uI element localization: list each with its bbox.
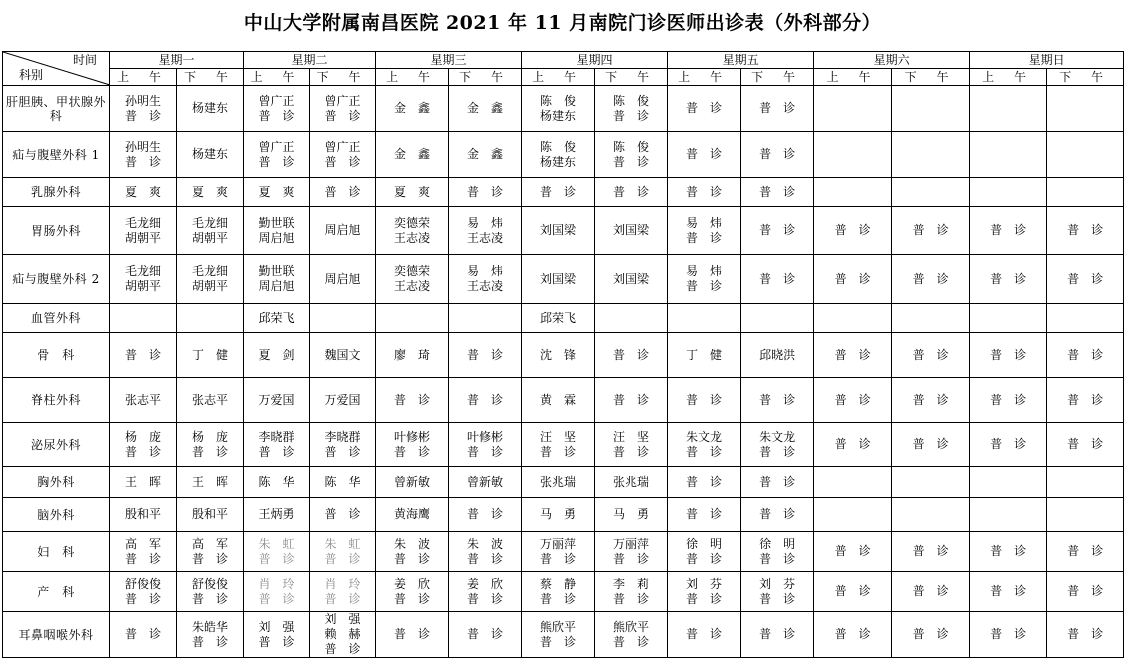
schedule-cell — [376, 304, 449, 333]
schedule-cell: 黄 霖 — [522, 378, 595, 423]
schedule-cell: 夏 爽 — [376, 178, 449, 207]
schedule-cell — [1047, 498, 1124, 532]
schedule-cell: 易 炜 王志凌 — [449, 255, 522, 304]
schedule-cell: 舒俊俊 普 诊 — [110, 572, 177, 612]
schedule-cell: 汪 坚 普 诊 — [522, 423, 595, 467]
department-name: 耳鼻咽喉外科 — [3, 612, 110, 658]
schedule-cell — [449, 304, 522, 333]
table-row — [3, 532, 1124, 572]
schedule-cell: 陈 华 — [244, 467, 310, 498]
schedule-cell: 普 诊 — [595, 378, 668, 423]
schedule-cell: 普 诊 — [1047, 207, 1124, 255]
schedule-cell: 夏 剑 — [244, 333, 310, 378]
schedule-cell: 毛龙细 胡朝平 — [177, 255, 244, 304]
schedule-cell: 周启旭 — [310, 255, 376, 304]
schedule-cell: 普 诊 — [449, 498, 522, 532]
schedule-cell: 夏 爽 — [177, 178, 244, 207]
schedule-cell — [814, 304, 892, 333]
schedule-cell: 沈 锋 — [522, 333, 595, 378]
schedule-cell: 李晓群 普 诊 — [310, 423, 376, 467]
schedule-cell: 普 诊 — [970, 255, 1047, 304]
table-row — [3, 498, 1124, 532]
schedule-cell: 普 诊 — [970, 612, 1047, 658]
schedule-cell: 曾广正 普 诊 — [310, 86, 376, 132]
schedule-cell: 黄海鹰 — [376, 498, 449, 532]
schedule-cell: 肖 玲 普 诊 — [310, 572, 376, 612]
am-header: 上 午 — [522, 69, 595, 86]
table-row — [3, 255, 1124, 304]
table-row — [3, 333, 1124, 378]
schedule-cell: 朱皓华 普 诊 — [177, 612, 244, 658]
schedule-cell: 刘国梁 — [595, 255, 668, 304]
schedule-cell: 舒俊俊 普 诊 — [177, 572, 244, 612]
schedule-cell: 夏 爽 — [110, 178, 177, 207]
schedule-cell: 朱文龙 普 诊 — [668, 423, 741, 467]
schedule-cell: 朱 波 普 诊 — [449, 532, 522, 572]
schedule-cell: 陈 俊 杨建东 — [522, 86, 595, 132]
schedule-cell: 普 诊 — [1047, 572, 1124, 612]
schedule-cell: 普 诊 — [970, 378, 1047, 423]
schedule-cell: 蔡 静 普 诊 — [522, 572, 595, 612]
day-header-fri: 星期五 — [668, 52, 814, 69]
table-row — [3, 207, 1124, 255]
schedule-cell: 朱 波 普 诊 — [376, 532, 449, 572]
table-row — [3, 467, 1124, 498]
department-name: 胃肠外科 — [3, 207, 110, 255]
schedule-cell: 普 诊 — [741, 467, 814, 498]
schedule-cell: 陈 华 — [310, 467, 376, 498]
schedule-cell: 杨建东 — [177, 86, 244, 132]
schedule-cell — [970, 498, 1047, 532]
schedule-cell — [1047, 86, 1124, 132]
am-header: 上 午 — [376, 69, 449, 86]
table-row — [3, 86, 1124, 132]
pm-header: 下 午 — [177, 69, 244, 86]
schedule-cell: 普 诊 — [110, 612, 177, 658]
schedule-cell: 高 军 普 诊 — [177, 532, 244, 572]
schedule-cell: 毛龙细 胡朝平 — [110, 255, 177, 304]
schedule-cell: 勤世联 周启旭 — [244, 255, 310, 304]
schedule-cell: 普 诊 — [668, 86, 741, 132]
schedule-cell: 普 诊 — [970, 532, 1047, 572]
schedule-cell: 邱荣飞 — [522, 304, 595, 333]
schedule-cell — [970, 467, 1047, 498]
day-header-thu: 星期四 — [522, 52, 668, 69]
schedule-cell — [892, 304, 970, 333]
schedule-cell: 普 诊 — [892, 572, 970, 612]
schedule-cell: 普 诊 — [1047, 255, 1124, 304]
schedule-cell: 普 诊 — [741, 132, 814, 178]
schedule-cell: 普 诊 — [668, 378, 741, 423]
schedule-cell: 普 诊 — [310, 498, 376, 532]
schedule-cell: 普 诊 — [892, 378, 970, 423]
schedule-cell: 普 诊 — [892, 255, 970, 304]
schedule-cell: 普 诊 — [668, 132, 741, 178]
schedule-cell — [970, 132, 1047, 178]
schedule-cell: 杨 庞 普 诊 — [177, 423, 244, 467]
schedule-cell: 徐 明 普 诊 — [741, 532, 814, 572]
schedule-cell: 毛龙细 胡朝平 — [110, 207, 177, 255]
department-name: 乳腺外科 — [3, 178, 110, 207]
day-header-mon: 星期一 — [110, 52, 244, 69]
schedule-cell: 易 炜 普 诊 — [668, 255, 741, 304]
department-name: 脊柱外科 — [3, 378, 110, 423]
corner-dept-label: 科别 — [19, 68, 44, 82]
schedule-cell: 刘 芬 普 诊 — [741, 572, 814, 612]
schedule-cell: 普 诊 — [741, 612, 814, 658]
page-title: 中山大学附属南昌医院 2021 年 11 月南院门诊医师出诊表（外科部分） — [243, 12, 882, 34]
schedule-cell: 曾广正 普 诊 — [310, 132, 376, 178]
schedule-cell: 邱荣飞 — [244, 304, 310, 333]
schedule-cell: 杨 庞 普 诊 — [110, 423, 177, 467]
schedule-cell: 孙明生 普 诊 — [110, 132, 177, 178]
department-name: 脑外科 — [3, 498, 110, 532]
schedule-cell: 普 诊 — [110, 333, 177, 378]
schedule-cell: 万丽萍 普 诊 — [595, 532, 668, 572]
day-header-tue: 星期二 — [244, 52, 376, 69]
schedule-cell — [177, 304, 244, 333]
department-name: 疝与腹壁外科 1 — [3, 132, 110, 178]
schedule-cell: 张志平 — [177, 378, 244, 423]
schedule-cell: 叶修彬 普 诊 — [376, 423, 449, 467]
schedule-cell: 殷和平 — [177, 498, 244, 532]
schedule-cell: 王 晖 — [177, 467, 244, 498]
schedule-cell: 马 勇 — [522, 498, 595, 532]
am-header: 上 午 — [970, 69, 1047, 86]
department-name: 肝胆胰、甲状腺外科 — [3, 86, 110, 132]
department-name: 疝与腹壁外科 2 — [3, 255, 110, 304]
schedule-cell — [892, 467, 970, 498]
schedule-cell: 朱文龙 普 诊 — [741, 423, 814, 467]
schedule-cell: 普 诊 — [892, 423, 970, 467]
schedule-cell: 普 诊 — [310, 178, 376, 207]
schedule-cell: 毛龙细 胡朝平 — [177, 207, 244, 255]
schedule-cell: 普 诊 — [814, 255, 892, 304]
schedule-cell — [814, 86, 892, 132]
schedule-cell: 万爱国 — [244, 378, 310, 423]
schedule-cell: 普 诊 — [892, 207, 970, 255]
schedule-cell — [1047, 467, 1124, 498]
schedule-cell: 普 诊 — [668, 467, 741, 498]
schedule-cell: 普 诊 — [970, 333, 1047, 378]
pm-header: 下 午 — [741, 69, 814, 86]
schedule-cell: 丁 健 — [668, 333, 741, 378]
schedule-cell — [741, 304, 814, 333]
schedule-cell: 李 莉 普 诊 — [595, 572, 668, 612]
schedule-cell — [310, 304, 376, 333]
schedule-cell — [892, 498, 970, 532]
schedule-cell — [892, 86, 970, 132]
department-name: 妇 科 — [3, 532, 110, 572]
schedule-cell: 熊欣平 普 诊 — [522, 612, 595, 658]
schedule-cell: 金 鑫 — [449, 86, 522, 132]
schedule-cell: 魏国文 — [310, 333, 376, 378]
schedule-cell: 金 鑫 — [449, 132, 522, 178]
schedule-cell: 徐 明 普 诊 — [668, 532, 741, 572]
schedule-cell: 普 诊 — [595, 333, 668, 378]
schedule-cell: 陈 俊 杨建东 — [522, 132, 595, 178]
schedule-cell: 普 诊 — [595, 178, 668, 207]
schedule-cell — [892, 178, 970, 207]
schedule-cell: 刘国梁 — [522, 207, 595, 255]
schedule-cell: 普 诊 — [814, 532, 892, 572]
schedule-cell: 姜 欣 普 诊 — [449, 572, 522, 612]
table-row — [3, 612, 1124, 658]
table-row — [3, 304, 1124, 333]
schedule-cell: 刘国梁 — [522, 255, 595, 304]
schedule-cell — [1047, 178, 1124, 207]
schedule-cell: 王炳勇 — [244, 498, 310, 532]
schedule-cell: 汪 坚 普 诊 — [595, 423, 668, 467]
schedule-cell: 普 诊 — [814, 612, 892, 658]
schedule-cell: 刘 强 赖 赫 普 诊 — [310, 612, 376, 658]
department-name: 血管外科 — [3, 304, 110, 333]
pm-header: 下 午 — [1047, 69, 1124, 86]
schedule-cell: 丁 健 — [177, 333, 244, 378]
schedule-cell: 普 诊 — [376, 378, 449, 423]
schedule-cell — [970, 178, 1047, 207]
schedule-cell: 普 诊 — [522, 178, 595, 207]
schedule-cell: 普 诊 — [814, 423, 892, 467]
am-header: 上 午 — [110, 69, 177, 86]
schedule-cell: 普 诊 — [449, 178, 522, 207]
schedule-cell: 刘 芬 普 诊 — [668, 572, 741, 612]
schedule-cell: 普 诊 — [814, 572, 892, 612]
schedule-cell: 陈 俊 普 诊 — [595, 86, 668, 132]
schedule-cell: 普 诊 — [1047, 612, 1124, 658]
schedule-cell — [595, 304, 668, 333]
pm-header: 下 午 — [892, 69, 970, 86]
table-row — [3, 132, 1124, 178]
day-header-wed: 星期三 — [376, 52, 522, 69]
schedule-cell: 曾广正 普 诊 — [244, 86, 310, 132]
schedule-cell: 马 勇 — [595, 498, 668, 532]
department-name: 泌尿外科 — [3, 423, 110, 467]
department-name: 产 科 — [3, 572, 110, 612]
pm-header: 下 午 — [310, 69, 376, 86]
schedule-cell — [814, 498, 892, 532]
schedule-cell: 普 诊 — [668, 498, 741, 532]
schedule-cell: 奕德荣 王志凌 — [376, 207, 449, 255]
schedule-cell: 普 诊 — [741, 207, 814, 255]
schedule-cell: 易 炜 王志凌 — [449, 207, 522, 255]
schedule-cell: 普 诊 — [1047, 423, 1124, 467]
schedule-cell — [1047, 132, 1124, 178]
schedule-table — [2, 51, 1124, 658]
day-header-sun: 星期日 — [970, 52, 1124, 69]
am-header: 上 午 — [668, 69, 741, 86]
schedule-cell: 普 诊 — [970, 207, 1047, 255]
schedule-cell: 朱 虹 普 诊 — [244, 532, 310, 572]
schedule-cell: 普 诊 — [970, 423, 1047, 467]
am-header: 上 午 — [244, 69, 310, 86]
schedule-cell: 金 鑫 — [376, 132, 449, 178]
schedule-cell: 王 晖 — [110, 467, 177, 498]
schedule-cell: 勤世联 周启旭 — [244, 207, 310, 255]
schedule-cell — [814, 132, 892, 178]
schedule-body — [3, 86, 1124, 658]
schedule-cell: 廖 琦 — [376, 333, 449, 378]
schedule-cell: 金 鑫 — [376, 86, 449, 132]
schedule-cell — [814, 178, 892, 207]
day-header-sat: 星期六 — [814, 52, 970, 69]
schedule-cell: 李晓群 普 诊 — [244, 423, 310, 467]
schedule-cell: 邱晓洪 — [741, 333, 814, 378]
schedule-cell: 普 诊 — [1047, 378, 1124, 423]
schedule-cell: 普 诊 — [449, 378, 522, 423]
schedule-cell: 普 诊 — [814, 333, 892, 378]
schedule-cell: 姜 欣 普 诊 — [376, 572, 449, 612]
am-header: 上 午 — [814, 69, 892, 86]
schedule-cell: 普 诊 — [741, 498, 814, 532]
table-row — [3, 178, 1124, 207]
schedule-cell: 熊欣平 普 诊 — [595, 612, 668, 658]
schedule-cell: 曾广正 普 诊 — [244, 132, 310, 178]
department-name: 骨 科 — [3, 333, 110, 378]
pm-header: 下 午 — [595, 69, 668, 86]
schedule-cell: 普 诊 — [970, 572, 1047, 612]
schedule-cell — [892, 132, 970, 178]
schedule-cell: 陈 俊 普 诊 — [595, 132, 668, 178]
schedule-cell: 张兆瑞 — [595, 467, 668, 498]
schedule-cell: 普 诊 — [449, 612, 522, 658]
schedule-cell: 夏 爽 — [244, 178, 310, 207]
schedule-cell — [970, 86, 1047, 132]
schedule-cell — [814, 467, 892, 498]
schedule-cell: 奕德荣 王志凌 — [376, 255, 449, 304]
schedule-cell: 普 诊 — [668, 178, 741, 207]
schedule-cell: 张兆瑞 — [522, 467, 595, 498]
schedule-cell: 朱 虹 普 诊 — [310, 532, 376, 572]
schedule-cell — [1047, 304, 1124, 333]
schedule-cell: 普 诊 — [1047, 532, 1124, 572]
schedule-cell: 肖 玲 普 诊 — [244, 572, 310, 612]
schedule-cell: 普 诊 — [814, 378, 892, 423]
schedule-cell: 易 炜 普 诊 — [668, 207, 741, 255]
pm-header: 下 午 — [449, 69, 522, 86]
schedule-cell: 普 诊 — [741, 86, 814, 132]
schedule-cell — [110, 304, 177, 333]
schedule-cell — [668, 304, 741, 333]
header-corner — [3, 52, 110, 86]
am-pm-header-row — [3, 69, 1124, 86]
schedule-cell: 万爱国 — [310, 378, 376, 423]
schedule-cell: 普 诊 — [892, 532, 970, 572]
schedule-cell: 杨建东 — [177, 132, 244, 178]
schedule-cell: 殷和平 — [110, 498, 177, 532]
schedule-cell: 普 诊 — [741, 255, 814, 304]
schedule-cell: 普 诊 — [814, 207, 892, 255]
schedule-cell: 普 诊 — [376, 612, 449, 658]
schedule-cell: 张志平 — [110, 378, 177, 423]
schedule-cell: 高 军 普 诊 — [110, 532, 177, 572]
schedule-cell: 普 诊 — [1047, 333, 1124, 378]
table-row — [3, 423, 1124, 467]
schedule-cell: 曾新敏 — [376, 467, 449, 498]
schedule-cell: 普 诊 — [892, 333, 970, 378]
schedule-cell: 万丽萍 普 诊 — [522, 532, 595, 572]
schedule-cell — [970, 304, 1047, 333]
schedule-cell: 普 诊 — [741, 178, 814, 207]
schedule-cell: 曾新敏 — [449, 467, 522, 498]
schedule-cell: 普 诊 — [449, 333, 522, 378]
schedule-cell: 刘 强 普 诊 — [244, 612, 310, 658]
table-row — [3, 572, 1124, 612]
table-row — [3, 378, 1124, 423]
schedule-cell: 孙明生 普 诊 — [110, 86, 177, 132]
schedule-cell: 叶修彬 普 诊 — [449, 423, 522, 467]
corner-time-label: 时间 — [72, 53, 97, 67]
schedule-cell: 普 诊 — [741, 378, 814, 423]
schedule-cell: 刘国梁 — [595, 207, 668, 255]
schedule-cell: 普 诊 — [892, 612, 970, 658]
department-name: 胸外科 — [3, 467, 110, 498]
schedule-cell: 普 诊 — [668, 612, 741, 658]
schedule-cell: 周启旭 — [310, 207, 376, 255]
